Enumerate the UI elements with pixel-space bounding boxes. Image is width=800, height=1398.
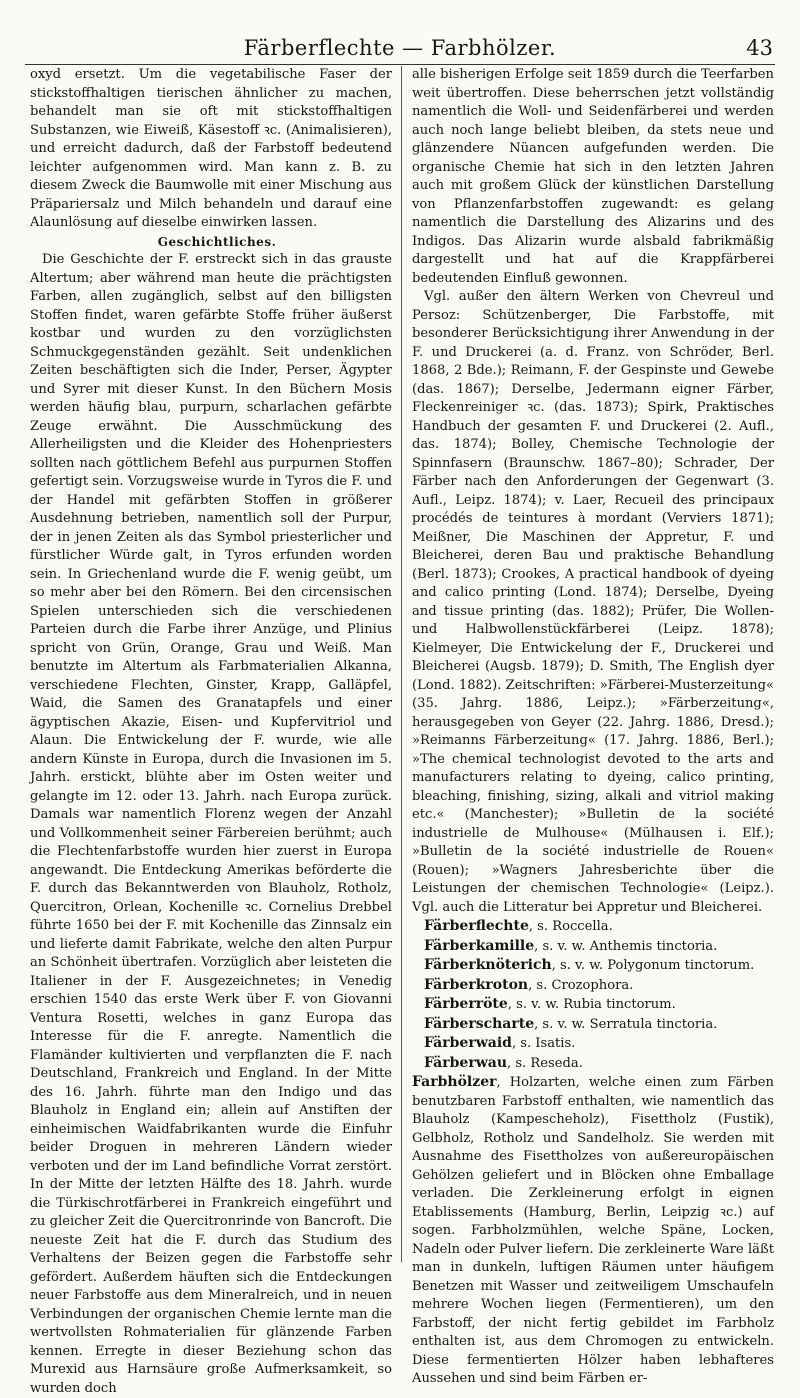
page-header: [25, 34, 775, 65]
entry-term: Färberwau: [424, 1054, 507, 1071]
entry: [412, 976, 774, 996]
entry-definition: , s. Reseda.: [507, 1055, 583, 1071]
entry-definition: , s. v. w. Rubia tinctorum.: [507, 997, 676, 1012]
history-paragraph: Die Geschichte der F. erstreckt sich in das grauste Altertum; aber während man heute die prächtigsten Farben, allen zugänglich, selbst auf den billigsten Stoffen findet, waren gefärbte Stoffe früher äußerst kostbar und wurden zu den vorzüglichsten Schmuckgegenständen gezählt. Seit undenklichen Zeiten beschäftigten sich die Inder, Perser, Ägypter und Syrer mit dieser Kunst. In den Büchern Mosis werden häufig blau, purpurn, scharlachen gefärbte Zeuge erwähnt. Die Ausschmückung des Allerheiligsten und die Kleider des Hohenpriesters sollten nach göttlichem Befehl aus purpurnen Stoffen gefertigt sein. Vorzugsweise wurde in Tyros die F. und der Handel mit gefärbten Stoffen in größerer Ausdehnung betrieben, namentlich soll der Purpur, der in jenen Zeiten als das Symbol priesterlicher und fürstlicher Würde galt, in Tyros erfunden worden sein. In Griechenland wurde die F. wenig geübt, um so mehr aber bei den Römern. Bei den circensischen Spielen unterschieden sich die verschiedenen Parteien durch die Farbe ihrer Anzüge, und Plinius spricht von Grün, Orange, Grau und Weiß. Man benutzte im Altertum als Farbmaterialien Alkanna, verschiedene Flechten, Ginster, Krapp, Galläpfel, Waid, die Samen des Granatapfels und einer ägyptischen Akazie, Eisen- und Kupfervitriol und Alaun. Die Entwickelung der F. wurde, wie alle andern Künste in Europa, durch die Invasionen im 5. Jahrh. erstickt, blühte aber im Osten weiter und gelangte im 12. oder 13. Jahrh. nach Europa zurück. Damals war namentlich Florenz wegen der Anzahl und Vollkommenheit seiner Färbereien berühmt; auch die Flechtenfarbstoffe wurden hier zuerst in Europa angewandt. Die Entdeckung Amerikas beförderte die F. durch das Bekanntwerden von Blauholz, Rotholz, Quercitron, Orlean, Kochenille ꝛc. Cornelius Drebbel führte 1650 bei der F. mit Kochenille das Zinnsalz ein und lieferte damit Fabrikate, welche den alten Purpur an Schönheit übertrafen. Vorzüglich aber leisteten die Italiener in der F. Ausgezeichnetes; in Venedig erschien 1540 das erste Werk über F. von Giovanni Ventura Rosetti, welches in ganz Europa das Interesse für die F. anregte. Namentlich die Flamänder kultivierten und verpflanzten die F. nach Deutschland, Frankreich und England. In der Mitte des 16. Jahrh. führte man den Indigo und das Blauholz in England ein; allein auf Anstiften der einheimischen Waidfabrikanten wurde die Einfuhr beider Droguen in mehreren Ländern wieder verboten und der im Land befindliche Vorrat zerstört. In der Mitte der letzten Hälfte des 18. Jahrh. wurde die Türkischrotfärberei in Frankreich eingeführt und zu gleicher Zeit die Quercitronrinde von Bancroft. Die neueste Zeit hat die F. durch das Studium des Verhaltens der Beizen gegen die Farbstoffe sehr gefördert. Außerdem häuften sich die Entdeckungen neuer Farbstoffe aus dem Mineralreich, und in neuen Verbindungen der organischen Chemie lernte man die wertvollsten Rohmaterialien für glänzende Farben kennen. Erregte in dieser Beziehung schon das Murexid aus Harnsäure große Aufmerksamkeit, so wurden doch: [30, 252, 392, 1396]
page-title: Färberflechte — Farbhölzer.: [243, 36, 557, 60]
entry: [412, 1034, 774, 1054]
entry-term: Färberscharte: [424, 1015, 535, 1032]
entry-term: Färberröte: [424, 996, 508, 1012]
entry-definition: , s. Crozophora.: [528, 977, 634, 993]
section-heading: Geschichtliches.: [157, 234, 277, 249]
literature-paragraph: Vgl. außer den ältern Werken von Chevreul und Persoz: Schützenberger, Die Farbstoffe, mit besonderer Berücksichtigung ihrer Anwendung in der F. und Druckerei (a. d. Franz. von Schröder, Berl. 1868, 2 Bde.); Reimann, F. der Gespinste und Gewebe (das. 1867); Derselbe, Jedermann eigner Färber, Fleckenreiniger ꝛc. (das. 1873); Spirk, Praktisches Handbuch der gesamten F. und Druckerei (2. Aufl., das. 1874); Bolley, Chemische Technologie der Spinnfasern (Braunschw. 1867–80); Schrader, Der Färber nach den Anforderungen der Gegenwart (3. Aufl., Leipz. 1874); v. Laer, Recueil des principaux procédés de teintures à mordant (Verviers 1871); Meißner, Die Maschinen der Appretur, F. und Bleicherei, deren Bau und praktische Behandlung (Berl. 1873); Crookes, A practical handbook of dyeing and calico printing (Lond. 1874); Derselbe, Dyeing and tissue printing (das. 1882); Prüfer, Die Wollen- und Halbwollenstückfärberei (Leipz. 1878); Kielmeyer, Die Entwickelung der F., Druckerei und Bleicherei (Augsb. 1879); D. Smith, The English dyer (Lond. 1882). Zeitschriften: »Färberei-Musterzeitung« (35. Jahrg. 1886, Leipz.); »Färberzeitung«, herausgegeben von Geyer (22. Jahrg. 1886, Dresd.); »Reimanns Färberzeitung« (17. Jahrg. 1886, Berl.); »The chemical technologist devoted to the arts and manufacturers relating to dyeing, calico printing, bleaching, finishing, sizing, alkali and vitriol making etc.« (Manchester); »Bulletin de la société industrielle de Mulhouse« (Mülhausen i. Elf.); »Bulletin de la société industrielle de Rouen« (Rouen); »Wagners Jahresberichte über die Leistungen der chemischen Technologie« (Leipz.). Vgl. auch die Litteratur bei Appretur und Bleicherei.: [412, 289, 774, 915]
intro-paragraph: oxyd ersetzt. Um die vegetabilische Faser der stickstoffhaltigen tierischen ähnlicher zu machen, behandelt man sie oft mit stickstoffhaltigen Substanzen, wie Eiweiß, Käsestoff ꝛc. (Animalisieren), und erreicht dadurch, daß der Farbstoff bedeutend leichter aufgenommen wird. Man kann z. B. zu diesem Zweck die Baumwolle mit einer Mischung aus Präpariersalz und Milch behandeln und darauf eine Alaunlösung auf dieselbe einwirken lassen.: [30, 67, 392, 230]
entry-definition: , s. v. w. Polygonum tinctorum.: [551, 958, 755, 973]
page-number: 43: [746, 36, 773, 60]
entry-term: Färberflechte: [424, 918, 529, 934]
entry-definition: , s. v. w. Anthemis tinctoria.: [534, 938, 718, 954]
left-column: [30, 66, 392, 1398]
entry: [412, 995, 774, 1015]
entry-definition: , Holzarten, welche einen zum Färben benutzbaren Farbstoff enthalten, wie namentlich das Blauholz (Kampescheholz), Fisettholz (Fustik), Gelbholz, Rotholz und Sandelholz. Sie werden mit Ausnahme des Fisettholzes von außereuropäischen Gehölzen geliefert und in Blöcken ohne Emballage verladen. Die Zerkleinerung erfolgt in eignen Etablissements (Hamburg, Berlin, Leipzig ꝛc.) auf sogen. Farbholzmühlen, welche Späne, Locken, Nadeln oder Pulver liefern. Die zerkleinerte Ware läßt man in dunkeln, luftigen Räumen unter häufigem Benetzen mit Wasser und zeitweiligem Umschaufeln mehrere Wochen liegen (Fermentieren), um den Farbstoff, der nicht fertig gebildet im Farbholz enthalten ist, aus dem Chromogen zu entwickeln. Diese fermentierten Hölzer haben lebhafteres Aussehen und sind beim Färben er-: [412, 1075, 774, 1386]
entry-term: Farbhölzer: [412, 1074, 497, 1090]
entry: [412, 1054, 774, 1074]
entry-term: Färberkamille: [424, 937, 535, 954]
entry: [412, 937, 774, 957]
entry-term: Färberkroton: [424, 976, 529, 993]
continuation-paragraph: alle bisherigen Erfolge seit 1859 durch die Teerfarben weit übertroffen. Diese beherrschen jetzt vollständig namentlich die Woll- und Seidenfärberei und werden auch noch lange beliebt bleiben, da stets neue und glänzendere Nüancen aufgefunden werden. Die organische Chemie hat sich in den letzten Jahren auch mit großem Glück der künstlichen Darstellung von Pflanzenfarbstoffen zugewandt: es gelang namentlich die Darstellung des Alizarins und des Indigos. Das Alizarin wurde alsbald fabrikmäßig dargestellt und hat auf die Krappfärberei bedeutenden Einfluß gewonnen.: [412, 67, 774, 286]
entry-definition: , s. v. w. Serratula tinctoria.: [534, 1016, 718, 1032]
column-divider: [401, 66, 402, 1262]
entry-definition: , s. Isatis.: [511, 1036, 576, 1051]
entry-term: Färberwaid: [424, 1035, 512, 1051]
entry-definition: , s. Roccella.: [528, 919, 613, 934]
entry: [412, 956, 774, 976]
entry-term: Färberknöterich: [424, 957, 552, 973]
entry: [412, 1015, 774, 1035]
farbhoelzer-entry: [412, 1073, 774, 1389]
entry: [412, 917, 774, 937]
right-column: [412, 66, 774, 1389]
